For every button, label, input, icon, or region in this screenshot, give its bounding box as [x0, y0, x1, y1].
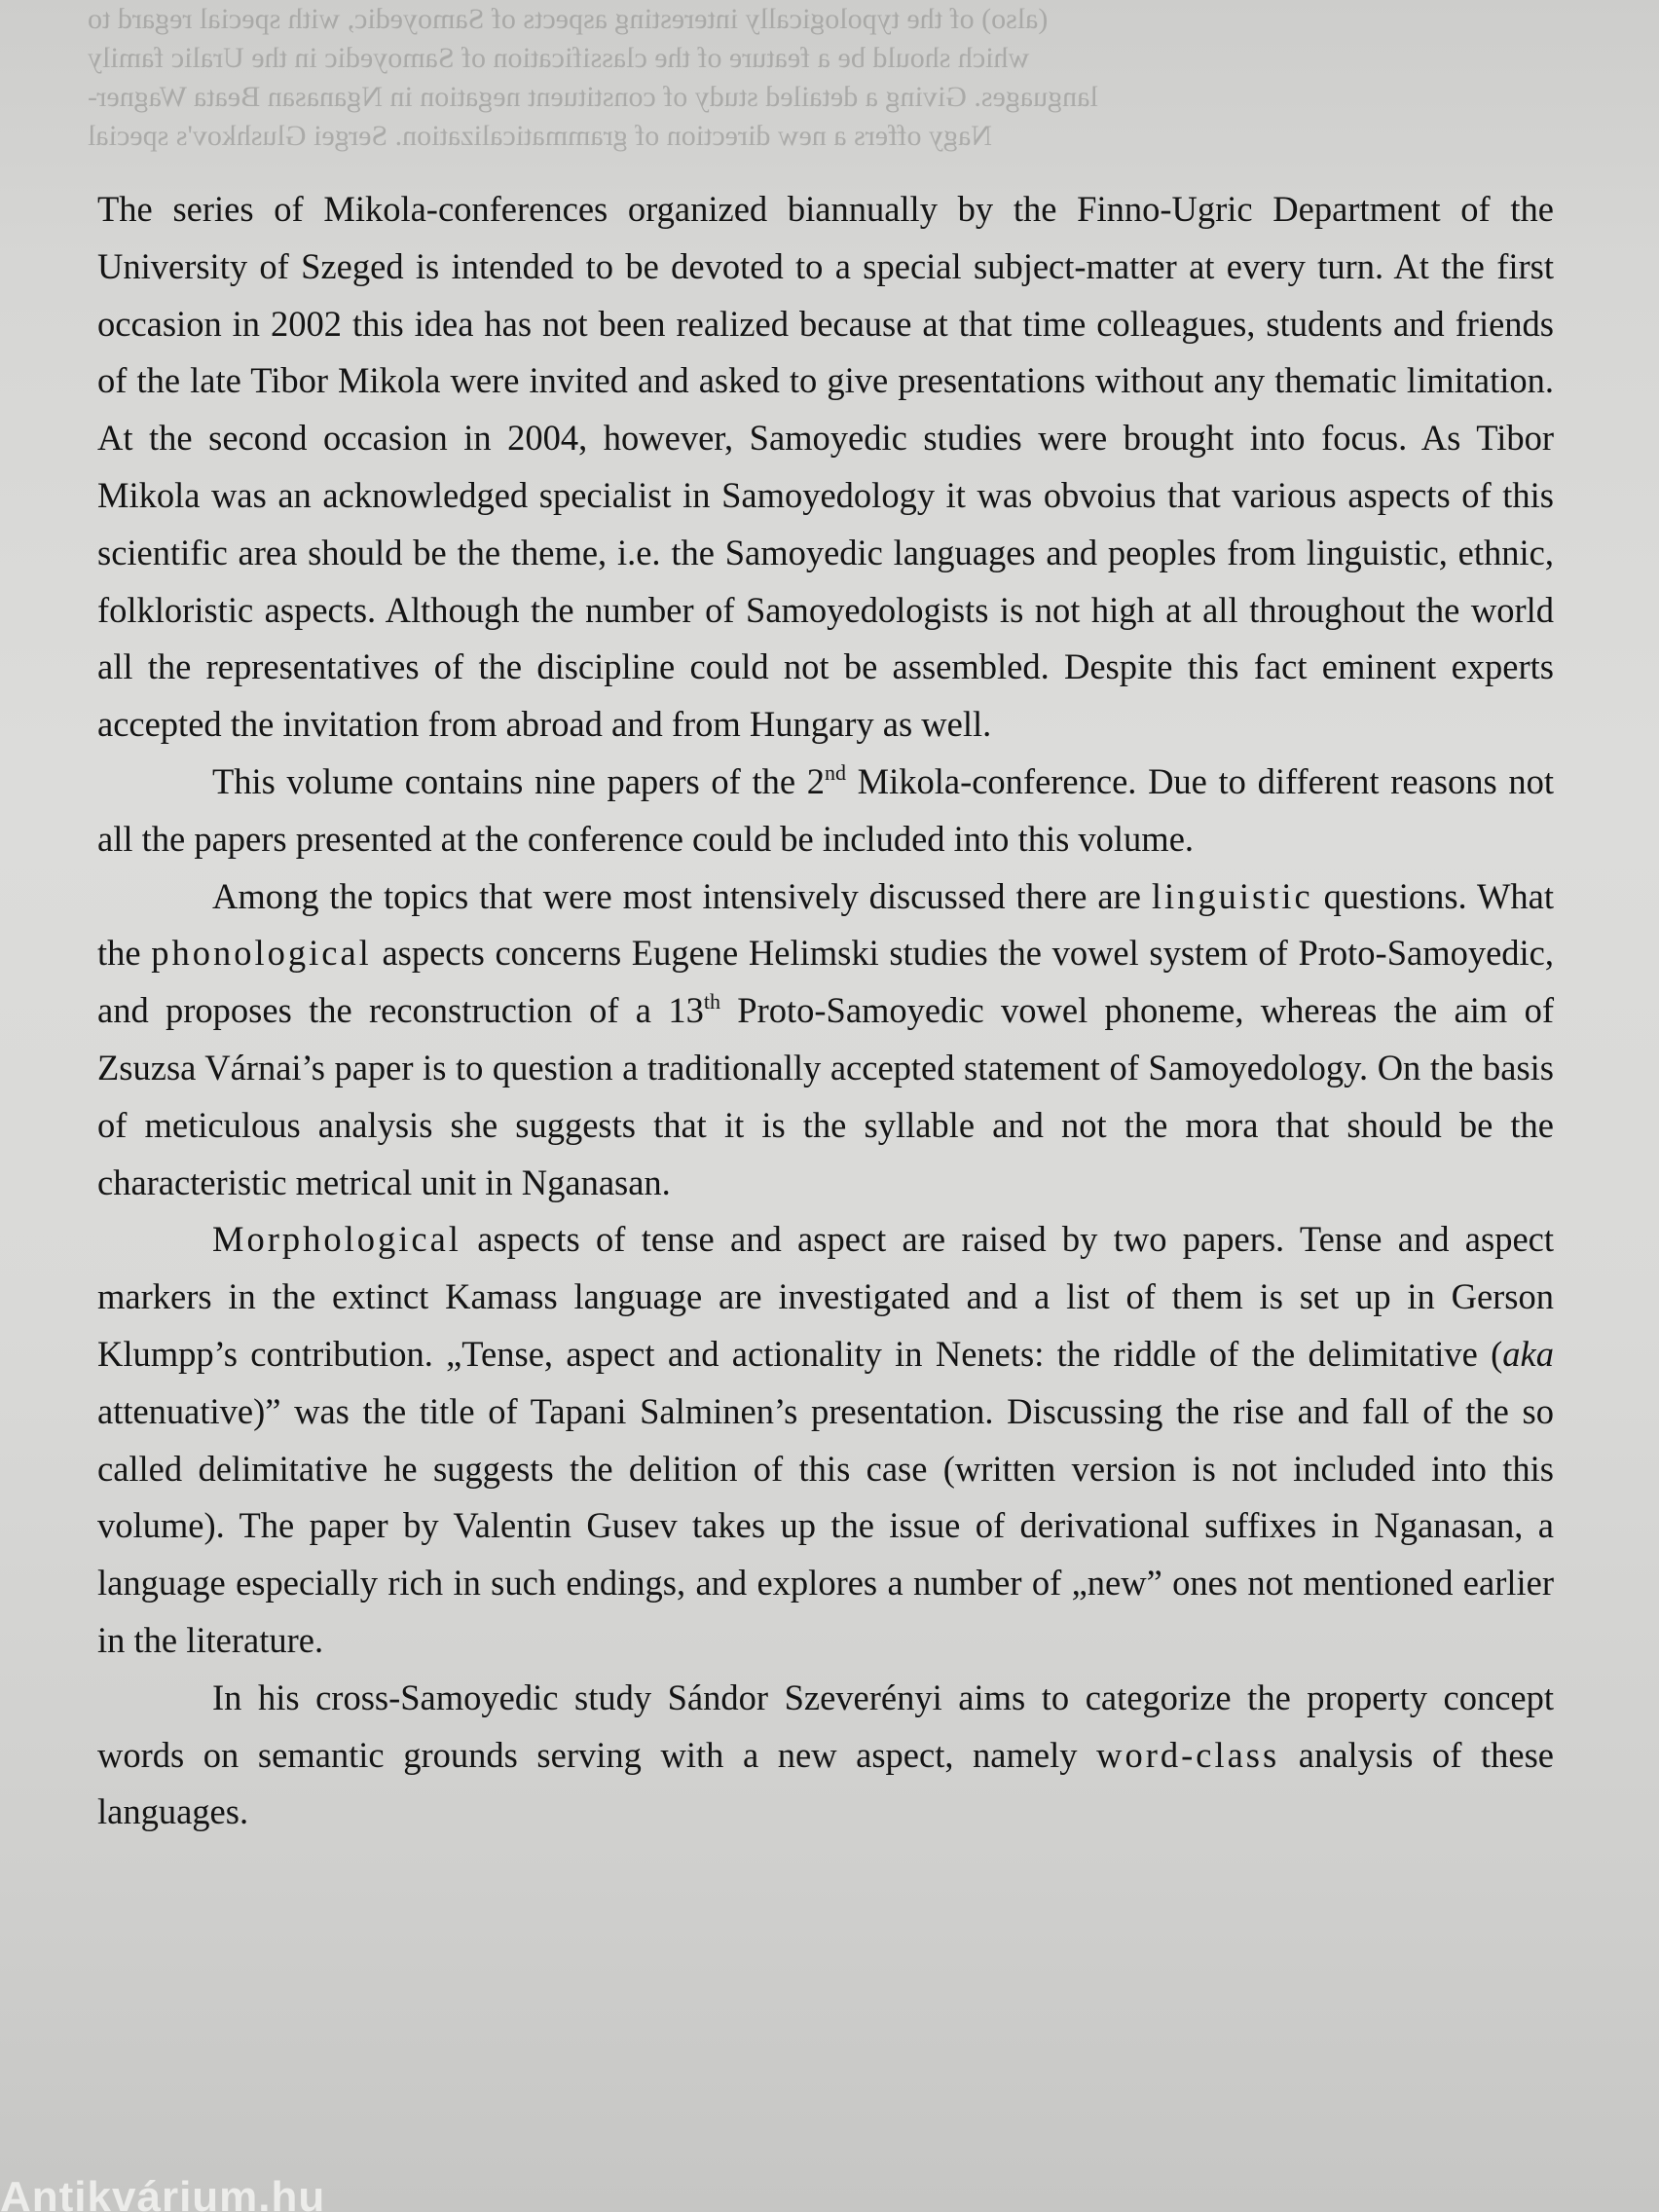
bleed-line: languages. Giving a detailed study of constituent negation in Nganasan Beata Wagner-: [88, 81, 1098, 113]
text-run: Among the topics that were most intensively discussed there are: [212, 875, 1152, 916]
text-run: attenuative)” was the title of Tapani Salminen’s presentation. Discussing the rise and fall of the so called delimitative he suggests the delition of this case (written version is not included into this volume). The paper by Valentin Gusev takes up the issue of derivational suffixes in Nganasan, a language especially rich in such endings, and explores a number of „new” ones not mentioned earlier in the literature.: [97, 1390, 1554, 1660]
text-run: This volume contains nine papers of the 2: [212, 760, 825, 801]
text-run: aspects concerns Eugene Helimski studies the vowel system of Proto-Samoyedic, and proposes the reconstruction of a 13: [97, 933, 1555, 1031]
text-run: In his cross-Samoyedic study Sándor Szeverényi aims to categorize the property concept words on semantic grounds serving with a new aspect, namely: [97, 1677, 1554, 1775]
superscript: nd: [824, 759, 846, 785]
bleed-line: (also) of the typologically interesting aspects of Samoyedic, with special regard to: [88, 3, 1049, 35]
bleed-through-text: [88, 0, 1567, 170]
text-run: analysis of these languages.: [97, 1734, 1554, 1832]
paragraph-cross-samoyedic: [97, 1670, 1554, 1841]
page-body: [97, 181, 1554, 1841]
text-run: questions. What the: [97, 875, 1554, 974]
italic-term: aka: [1502, 1333, 1554, 1374]
text-run: Mikola-conference. Due to different reasons not all the papers presented at the conference could be included into this volume.: [97, 760, 1554, 859]
bleed-line: which should be a feature of the classification of Samoyedic in the Uralic family: [88, 42, 1030, 74]
watermark: Antikvárium.hu: [0, 2173, 326, 2212]
paragraph-linguistic: [97, 868, 1554, 1212]
text-run: aspects of tense and aspect are raised by two papers. Tense and aspect markers in the extinct Kamass language are investigated and a list of them is set up in Gerson Klumpp’s contribution. „Tense, aspect and actionality in Nenets: the riddle of the delimitative (: [97, 1219, 1554, 1374]
spaced-term: phonological: [151, 933, 372, 974]
spaced-term: linguistic: [1151, 875, 1313, 916]
paragraph-volume: [97, 754, 1554, 868]
spaced-term: Morphological: [212, 1219, 461, 1260]
spaced-term: word-class: [1096, 1734, 1280, 1775]
superscript: th: [703, 989, 720, 1014]
paragraph-morphological: [97, 1211, 1554, 1669]
bleed-line: Nagy offers a new direction of grammaticalization. Sergei Glushkov's special: [88, 120, 993, 152]
text-run: Proto-Samoyedic vowel phoneme, whereas the aim of Zsuzsa Várnai’s paper is to question a traditionally accepted statement of Samoyedology. On the basis of meticulous analysis she suggests that it is the syllable and not the mora that should be the characteristic metrical unit in Nganasan.: [97, 990, 1554, 1202]
paragraph-intro: The series of Mikola-conferences organized biannually by the Finno-Ugric Department of the University of Szeged is intended to be devoted to a special subject-matter at every turn. At the first occasion in 2002 this idea has not been realized because at that time colleagues, students and friends of the late Tibor Mikola were invited and asked to give presentations without any thematic limitation. At the second occasion in 2004, however, Samoyedic studies were brought into focus. As Tibor Mikola was an acknowledged specialist in Samoyedology it was obvoius that various aspects of this scientific area should be the theme, i.e. the Samoyedic languages and peoples from linguistic, ethnic, folkloristic aspects. Although the number of Samoyedologists is not high at all throughout the world all the representatives of the discipline could not be assembled. Despite this fact eminent experts accepted the invitation from abroad and from Hungary as well.: [97, 189, 1554, 745]
